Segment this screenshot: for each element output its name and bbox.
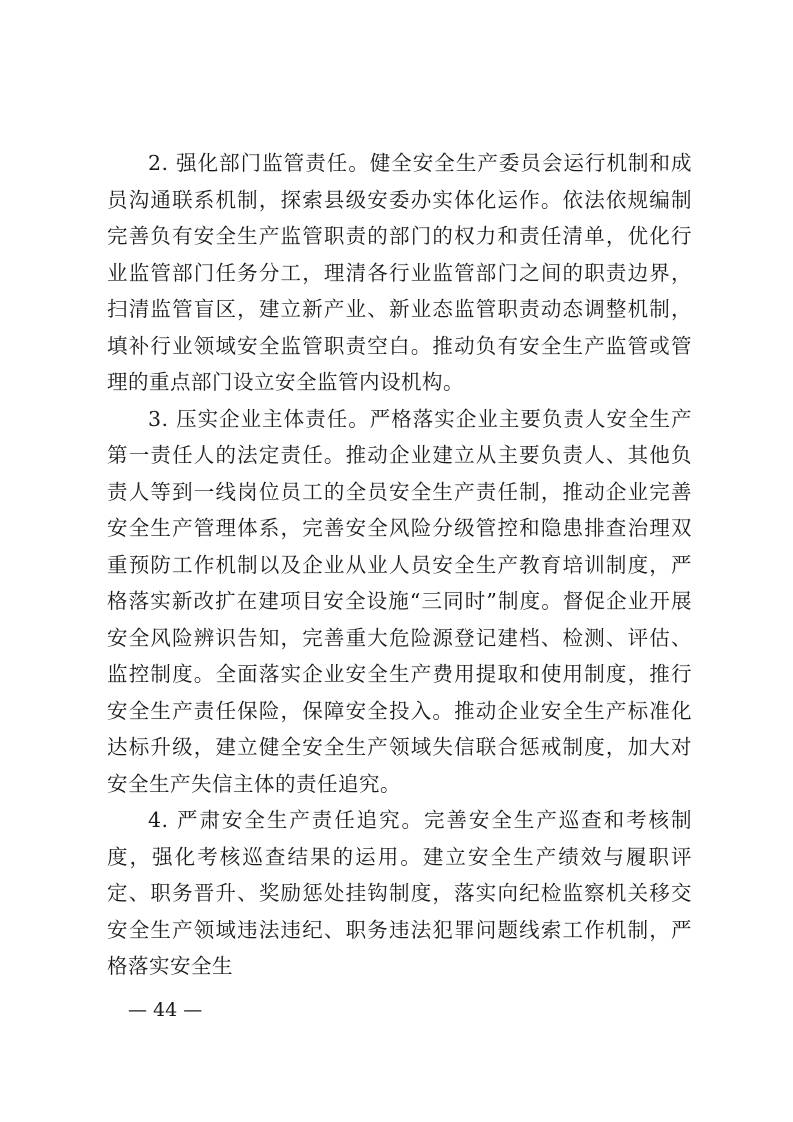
paragraph-department-supervision: 2. 强化部门监管责任。健全安全生产委员会运行机制和成员沟通联系机制，探索县级安委办实体化运作。依法依规编制完善负有安全生产监管职责的部门的权力和责任清单，优化行业监管部门任务分工，理清各行业监管部门之间的职责边界，扫清监管盲区，建立新产业、新业态监管职责动态调整机制，填补行业领域安全监管职责空白。推动负有安全生产监管或管理的重点部门设立安全监管内设机构。 [107, 151, 692, 394]
body-text [107, 145, 692, 985]
paragraph-accountability: 4. 严肃安全生产责任追究。完善安全生产巡查和考核制度，强化考核巡查结果的运用。建立安全生产绩效与履职评定、职务晋升、奖励惩处挂钩制度，落实向纪检监察机关移交安全生产领域违法违纪、职务违法犯罪问题线索工作机制，严格落实安全生 [107, 808, 692, 978]
page-number: — 44 — [128, 999, 203, 1021]
paragraph-enterprise-responsibility: 3. 压实企业主体责任。严格落实企业主要负责人安全生产第一责任人的法定责任。推动企业建立从主要负责人、其他负责人等到一线岗位员工的全员安全生产责任制，推动企业完善安全生产管理体系，完善安全风险分级管控和隐患排查治理双重预防工作机制以及企业从业人员安全生产教育培训制度，严格落实新改扩在建项目安全设施“三同时”制度。督促企业开展安全风险辨识告知，完善重大危险源登记建档、检测、评估、监控制度。全面落实企业安全生产费用提取和使用制度，推行安全生产责任保险，保障安全投入。推动企业安全生产标准化达标升级，建立健全安全生产领域失信联合惩戒制度，加大对安全生产失信主体的责任追究。 [107, 406, 692, 796]
